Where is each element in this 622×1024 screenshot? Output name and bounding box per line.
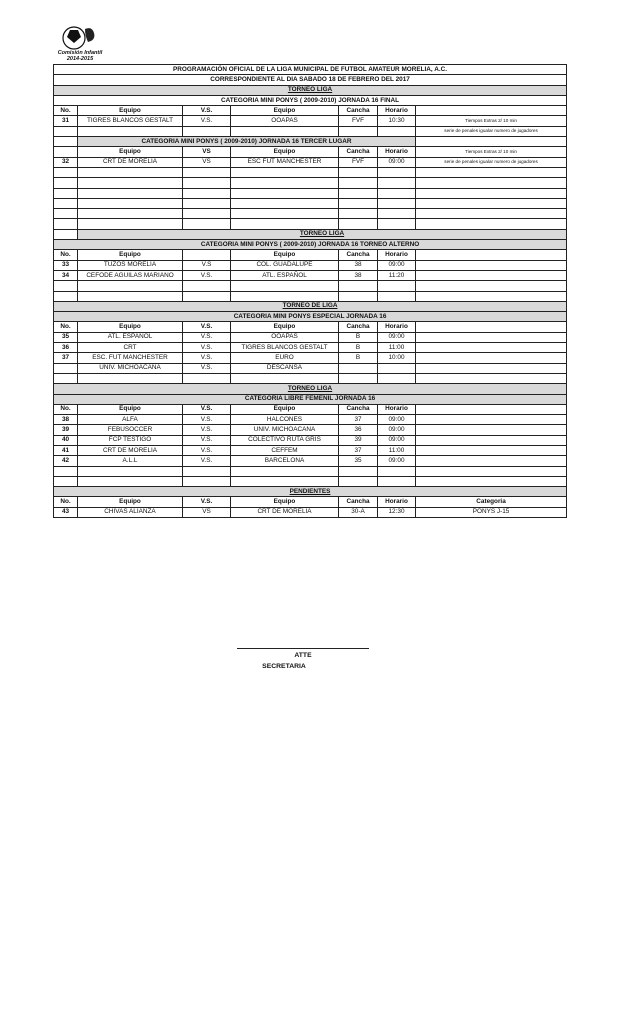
col-equipo: Equipo: [231, 322, 339, 332]
vs-label: V.S.: [183, 415, 231, 425]
team-local: CRT: [78, 343, 183, 353]
s1-column-headers: [54, 106, 567, 116]
table-row: [54, 157, 567, 167]
team-visitante: BARCELONA: [231, 456, 339, 466]
col-horario: Horario: [378, 404, 416, 414]
cancha: B: [339, 332, 378, 342]
col-cancha: Cancha: [339, 147, 378, 157]
team-local: ATL. ESPAÑOL: [78, 332, 183, 342]
horario: 11:20: [378, 270, 416, 280]
empty-row: [54, 209, 567, 219]
col-equipo: Equipo: [78, 106, 183, 116]
cancha: 37: [339, 445, 378, 455]
cancha: 35: [339, 456, 378, 466]
team-local: TIGRES BLANCOS GESTALT: [78, 116, 183, 126]
match-no: 42: [54, 456, 78, 466]
vs-label: VS: [183, 157, 231, 167]
col-horario: Horario: [378, 147, 416, 157]
col-horario: Horario: [378, 250, 416, 260]
table-row: [54, 126, 567, 136]
col-categoria: Categoria: [416, 497, 567, 507]
col-horario: Horario: [378, 322, 416, 332]
team-visitante: OOAPAS: [231, 116, 339, 126]
s6-title: PENDIENTES: [54, 487, 567, 497]
team-local: FEBUSOCCER: [78, 425, 183, 435]
s5-torneo: TORNEO LIGA: [54, 384, 567, 394]
col-equipo: Equipo: [231, 250, 339, 260]
match-no: 34: [54, 270, 78, 280]
cancha: 38: [339, 270, 378, 280]
horario: 09:00: [378, 260, 416, 270]
match-no: 36: [54, 343, 78, 353]
date-title: CORRESPONDIENTE AL DIA SABADO 18 DE FEBRERO DEL 2017: [54, 75, 567, 85]
team-visitante: COLECTIVO RUTA GRIS: [231, 435, 339, 445]
team-visitante: UNIV. MICHOACANA: [231, 425, 339, 435]
empty-row: [54, 291, 567, 301]
col-cancha: Cancha: [339, 322, 378, 332]
team-local: ALFA: [78, 415, 183, 425]
col-equipo: Equipo: [78, 250, 183, 260]
s6-column-headers: [54, 497, 567, 507]
note: serie de penales igualar numero de jugadores: [416, 157, 567, 167]
col-equipo: Equipo: [231, 147, 339, 157]
cancha: 37: [339, 415, 378, 425]
col-no: No.: [54, 106, 78, 116]
team-local: CEFODE AGUILAS MARIANO: [78, 270, 183, 280]
team-local: FCP TESTIGO: [78, 435, 183, 445]
match-no: 39: [54, 425, 78, 435]
signature-line: [237, 648, 369, 649]
team-visitante: TIGRES BLANCOS GESTALT: [231, 343, 339, 353]
cancha: 39: [339, 435, 378, 445]
vs-label: V.S.: [183, 116, 231, 126]
league-title: PROGRAMACIÓN OFICIAL DE LA LIGA MUNICIPAL DE FUTBOL AMATEUR MORELIA, A.C.: [54, 65, 567, 75]
col-vs: V.S.: [183, 497, 231, 507]
team-local: CRT DE MORELIA: [78, 445, 183, 455]
vs-label: V.S.: [183, 456, 231, 466]
match-no: 43: [54, 507, 78, 517]
horario: 09:00: [378, 332, 416, 342]
col-cancha: Cancha: [339, 497, 378, 507]
col-vs: VS: [183, 147, 231, 157]
vs-label: V.S.: [183, 343, 231, 353]
col-equipo: Equipo: [231, 106, 339, 116]
categoria: PONYS J-15: [416, 507, 567, 517]
vs-label: VS: [183, 507, 231, 517]
signature-atte: ATTE: [294, 652, 312, 659]
table-row: [54, 507, 567, 517]
horario: 09:00: [378, 435, 416, 445]
cancha: [339, 363, 378, 373]
col-vs: V.S.: [183, 106, 231, 116]
col-vs: V.S.: [183, 404, 231, 414]
empty-row: [54, 167, 567, 177]
col-horario: Horario: [378, 497, 416, 507]
cancha: B: [339, 343, 378, 353]
s3-column-headers: [54, 250, 567, 260]
vs-label: V.S.: [183, 363, 231, 373]
cancha: FVF: [339, 116, 378, 126]
table-row: [54, 332, 567, 342]
col-vs: V.S.: [183, 322, 231, 332]
table-row: [54, 363, 567, 373]
match-no: 31: [54, 116, 78, 126]
table-row: [54, 116, 567, 126]
team-visitante: COL. GUADALUPE: [231, 260, 339, 270]
s1-torneo: TORNEO LIGA: [54, 85, 567, 95]
table-row: [54, 415, 567, 425]
team-local: CRT DE MORELIA: [78, 157, 183, 167]
team-local: A.L.L: [78, 456, 183, 466]
signature-role: SECRETARIA: [262, 663, 306, 670]
team-visitante: OOAPAS: [231, 332, 339, 342]
table-row: [54, 456, 567, 466]
s5-column-headers: [54, 404, 567, 414]
team-local: TUZOS MORELIA: [78, 260, 183, 270]
team-local: UNIV. MICHOACANA: [78, 363, 183, 373]
horario: 09:00: [378, 157, 416, 167]
horario: 09:00: [378, 425, 416, 435]
horario: 09:00: [378, 456, 416, 466]
table-row: [54, 260, 567, 270]
table-row: [54, 425, 567, 435]
cancha: 36: [339, 425, 378, 435]
col-equipo: Equipo: [78, 404, 183, 414]
col-no: No.: [54, 497, 78, 507]
s5-categoria: CATEGORIA LIBRE FEMENIL JORNADA 16: [54, 394, 567, 404]
cancha: B: [339, 353, 378, 363]
col-equipo: Equipo: [231, 404, 339, 414]
team-visitante: DESCANSA: [231, 363, 339, 373]
horario: 10:00: [378, 353, 416, 363]
vs-label: V.S.: [183, 435, 231, 445]
col-no: No.: [54, 250, 78, 260]
schedule-table: [53, 64, 567, 518]
table-row: [54, 445, 567, 455]
empty-row: [54, 281, 567, 291]
s4-column-headers: [54, 322, 567, 332]
vs-label: V.S.: [183, 332, 231, 342]
match-no: 33: [54, 260, 78, 270]
team-visitante: CRT DE MORELIA: [231, 507, 339, 517]
empty-row: [54, 178, 567, 188]
logo-line-2: 2014-2015: [66, 56, 94, 62]
s4-torneo: TORNEO DE LIGA: [54, 301, 567, 311]
empty-row: [54, 188, 567, 198]
s3-torneo: TORNEO LIGA: [78, 229, 567, 239]
col-cancha: Cancha: [339, 106, 378, 116]
col-equipo: Equipo: [78, 497, 183, 507]
empty-row: [54, 373, 567, 383]
col-horario: Horario: [378, 106, 416, 116]
team-visitante: ATL. ESPAÑOL: [231, 270, 339, 280]
vs-label: V.S: [183, 260, 231, 270]
vs-label: V.S.: [183, 425, 231, 435]
match-no: 41: [54, 445, 78, 455]
note: Tiempos Extras 2/ 10 min: [416, 147, 567, 157]
col-equipo: Equipo: [78, 322, 183, 332]
empty-row: [54, 198, 567, 208]
cancha: 30-A: [339, 507, 378, 517]
team-local: ESC. FUT MANCHESTER: [78, 353, 183, 363]
col-cancha: Cancha: [339, 404, 378, 414]
match-no: 37: [54, 353, 78, 363]
empty-row: [54, 466, 567, 476]
table-row: [54, 270, 567, 280]
horario: 12:30: [378, 507, 416, 517]
match-no: 32: [54, 157, 78, 167]
match-no: 40: [54, 435, 78, 445]
s1-categoria: CATEGORIA MINI PONYS ( 2009-2010) JORNADA 16 FINAL: [54, 95, 567, 105]
logo-line-1: Comisión Infantil: [57, 50, 103, 56]
header-date-row: [54, 75, 567, 85]
s2-column-headers: [54, 147, 567, 157]
table-row: [54, 435, 567, 445]
horario: [378, 363, 416, 373]
team-local: CHIVAS ALIANZA: [78, 507, 183, 517]
s4-categoria: CATEGORIA MINI PONYS ESPECIAL JORNADA 16: [54, 312, 567, 322]
team-visitante: CEFFEM: [231, 445, 339, 455]
cancha: 38: [339, 260, 378, 270]
col-no: No.: [54, 404, 78, 414]
vs-label: V.S.: [183, 445, 231, 455]
match-no: [54, 363, 78, 373]
empty-row: [54, 219, 567, 229]
team-visitante: EURO: [231, 353, 339, 363]
match-no: 38: [54, 415, 78, 425]
note: Tiempos Extras 2/ 10 min: [416, 116, 567, 126]
col-no: No.: [54, 322, 78, 332]
vs-label: V.S.: [183, 353, 231, 363]
team-visitante: HALCONES: [231, 415, 339, 425]
note: serie de penales igualar numero de jugadores: [416, 126, 567, 136]
cancha: FVF: [339, 157, 378, 167]
col-equipo: Equipo: [78, 147, 183, 157]
match-no: 35: [54, 332, 78, 342]
col-equipo: Equipo: [231, 497, 339, 507]
table-row: [54, 343, 567, 353]
horario: 10:30: [378, 116, 416, 126]
horario: 11:00: [378, 445, 416, 455]
logo-caption: [50, 50, 110, 62]
s3-categoria: CATEGORIA MINI PONYS ( 2009-2010) JORNADA 16 TORNEO ALTERNO: [54, 240, 567, 250]
vs-label: V.S.: [183, 270, 231, 280]
col-cancha: Cancha: [339, 250, 378, 260]
team-visitante: ESC FUT MANCHESTER: [231, 157, 339, 167]
s2-categoria: CATEGORIA MINI PONYS ( 2009-2010) JORNADA 16 TERCER LUGAR: [78, 137, 416, 147]
horario: 11:00: [378, 343, 416, 353]
horario: 09:00: [378, 415, 416, 425]
empty-row: [54, 476, 567, 486]
table-row: [54, 353, 567, 363]
header-title-row: [54, 65, 567, 75]
